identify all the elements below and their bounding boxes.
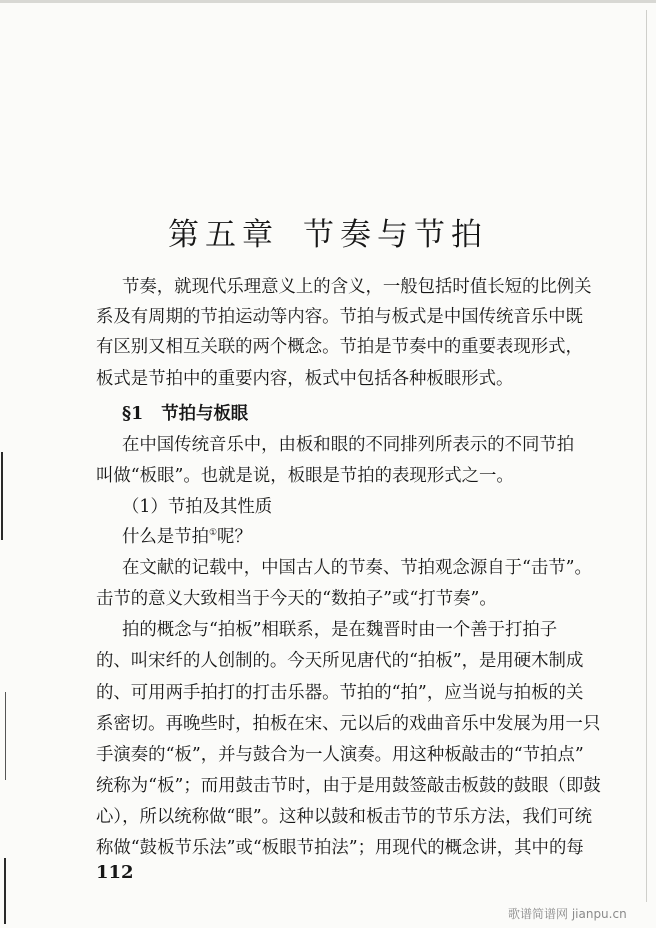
margin-scan-mark	[1, 452, 3, 540]
body-line: 有区别又相互关联的两个概念。节拍是节奏中的重要表现形式，	[96, 337, 583, 357]
body-line: 在文献的记载中，中国古人的节奏、节拍观念源自于“击节”。	[122, 558, 592, 578]
footnote-marker: ①	[208, 528, 218, 538]
body-line: 叫做“板眼”。也就是说，板眼是节拍的表现形式之一。	[96, 466, 514, 486]
body-line: 在中国传统音乐中，由板和眼的不同排列所表示的不同节拍	[122, 435, 575, 455]
body-line: 板式是节拍中的重要内容，板式中包括各种板眼形式。	[96, 369, 514, 389]
chapter-name: 节奏与节拍	[303, 216, 488, 253]
question-text: 什么是节拍	[122, 527, 209, 547]
body-line: 系密切。再晚些时，拍板在宋、元以后的戏曲音乐中发展为用一只	[96, 714, 601, 734]
chapter-label: 第五章	[168, 216, 279, 253]
section-title: 节拍与板眼	[161, 404, 249, 424]
body-line: 心），所以统称做“眼”。这种以鼓和板击节的节乐方法，我们可统	[96, 807, 593, 827]
margin-scan-mark	[4, 858, 6, 924]
body-line: 手演奏的“板”，并与鼓合为一人演奏。用这种板敲击的“节拍点”	[96, 745, 584, 765]
body-line: 统称为“板”；而用鼓击节时，由于是用鼓签敲击板鼓的鼓眼（即鼓	[96, 776, 601, 796]
page-edge-line	[646, 10, 647, 902]
question-tail: 呢？	[217, 527, 252, 547]
section-heading	[122, 399, 248, 424]
subsection-heading: （1）节拍及其性质	[122, 497, 273, 517]
body-line: 系及有周期的节拍运动等内容。节拍与板式是中国传统音乐中既	[96, 307, 583, 327]
section-number: §1	[122, 404, 144, 424]
chapter-title	[0, 209, 656, 254]
watermark: 歌谱简谱网 jianpu.cn	[508, 907, 627, 921]
body-line: 拍的概念与“拍板”相联系，是在魏晋时由一个善于打拍子	[122, 620, 558, 640]
body-line: 的、可用两手拍打的打击乐器。节拍的“拍”，应当说与拍板的关	[96, 683, 584, 703]
body-line: 的、叫宋纤的人创制的。今天所见唐代的“拍板”，是用硬木制成	[96, 651, 584, 671]
body-line: 节奏，就现代乐理意义上的含义，一般包括时值长短的比例关	[122, 277, 592, 297]
margin-scan-mark	[5, 692, 6, 780]
body-line-with-footnote	[122, 522, 252, 547]
body-line: 称做“鼓板节乐法”或“板眼节拍法”；用现代的概念讲，其中的每	[96, 838, 584, 858]
body-line: 击节的意义大致相当于今天的“数拍子”或“打节奏”。	[96, 589, 497, 609]
page-number: 112	[96, 862, 134, 883]
scan-edge	[0, 0, 656, 3]
